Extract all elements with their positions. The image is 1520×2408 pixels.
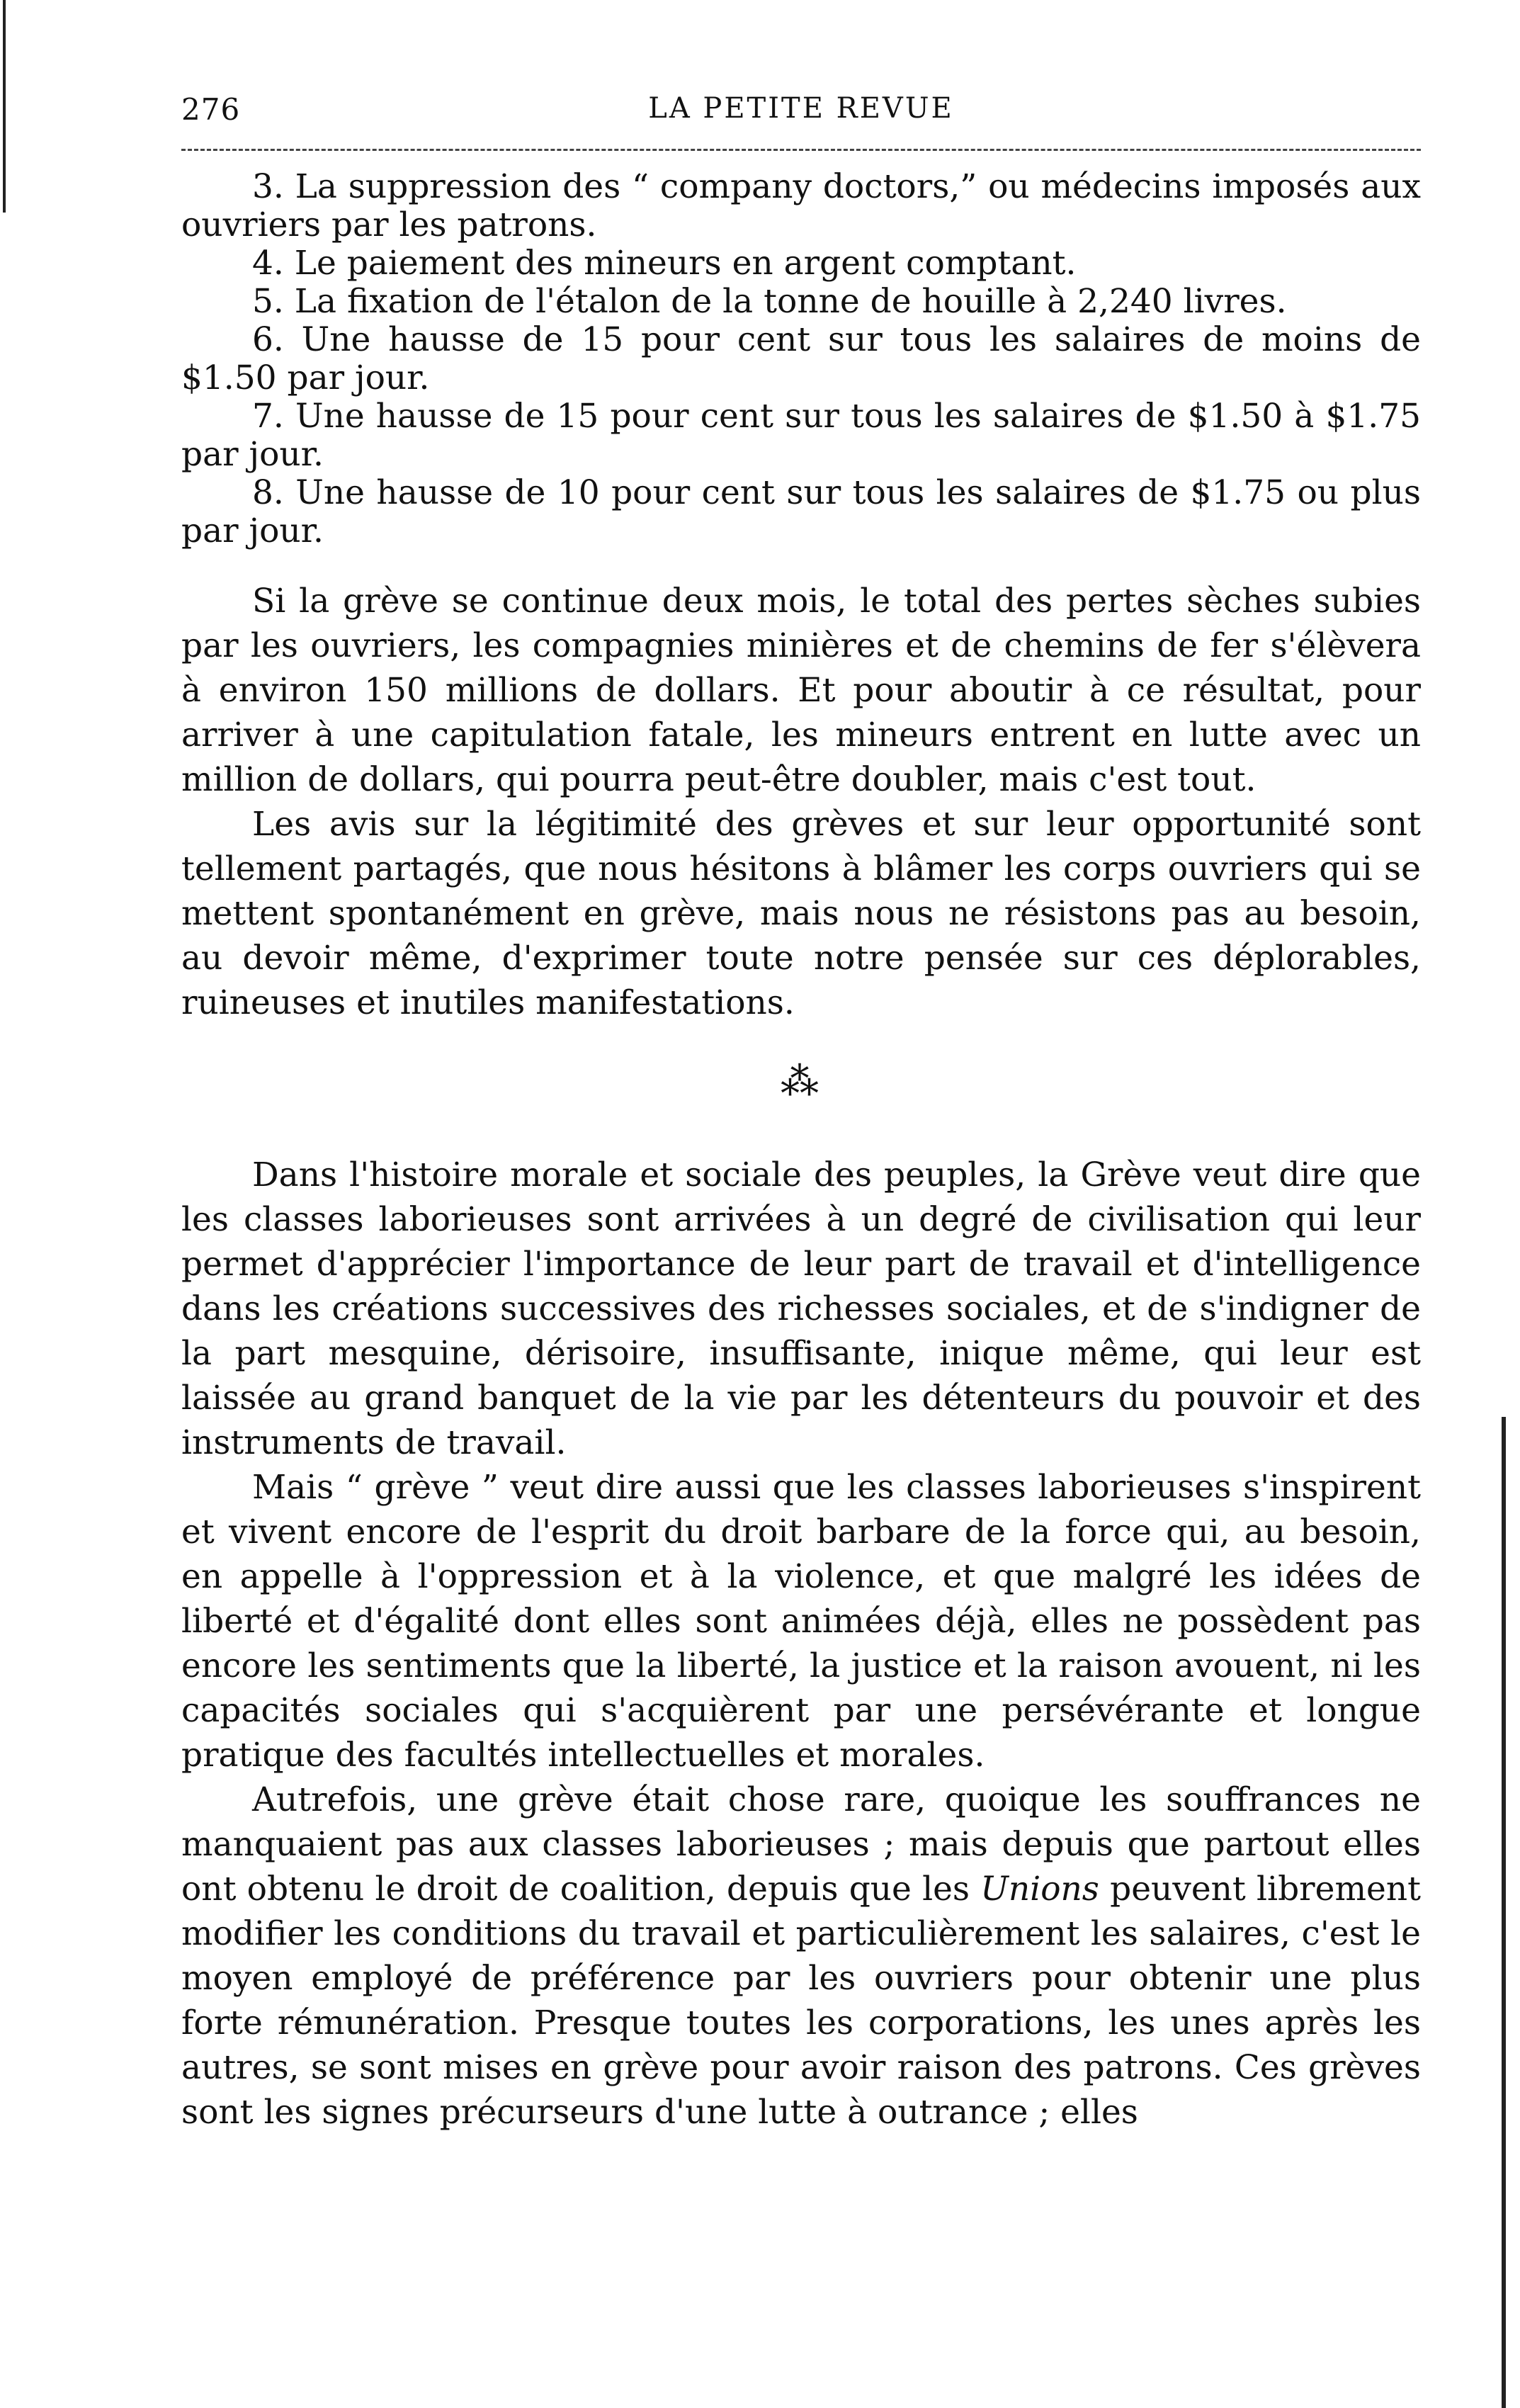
demands-list bbox=[181, 168, 1421, 550]
right-margin-rule bbox=[1502, 1417, 1506, 2408]
unions-italic: Unions bbox=[980, 1870, 1099, 1909]
list-item: 8. Une hausse de 10 pour cent sur tous les salaires de $1.75 ou plus par jour. bbox=[181, 473, 1421, 550]
paragraph: Si la grève se continue deux mois, le total des pertes sèches subies par les ouvriers, les compagnies minières et de chemins de fer s'élèvera à environ 150 millions de dollars. Et pour aboutir à ce résultat, pour arriver à une capitulation fatale, les mineurs entrent en lutte avec un million de dollars, qui pourra peut-être doubler, mais c'est tout. bbox=[181, 582, 1421, 799]
page-number: 276 bbox=[181, 92, 241, 127]
left-margin-rule bbox=[3, 0, 6, 213]
section-separator: ⁂ bbox=[781, 1059, 822, 1104]
spacer bbox=[181, 550, 1421, 579]
running-title: LA PETITE REVUE bbox=[648, 92, 954, 125]
header-rule bbox=[181, 149, 1421, 151]
list-item: 3. La suppression des “ company doctors,” ou médecins imposés aux ouvriers par les patrons. bbox=[181, 167, 1421, 244]
page bbox=[181, 85, 1421, 2135]
paragraph: Les avis sur la légitimité des grèves et sur leur opportunité sont tellement partagés, que nous hésitons à blâmer les corps ouvriers qui se mettent spontanément en grève, mais nous ne résistons pas au besoin, au devoir même, d'exprimer toute notre pensée sur ces déplorables, ruineuses et inutiles manifestations. bbox=[181, 805, 1421, 1022]
list-item: 4. Le paiement des mineurs en argent comptant. bbox=[252, 244, 1077, 283]
paragraph: Dans l'histoire morale et sociale des peuples, la Grève veut dire que les classes laborieuses sont arrivées à un degré de civilisation qui leur permet d'apprécier l'importance de leur part de travail et d'intelligence dans les créations successives des richesses sociales, et de s'indigner de la part mesquine, dérisoire, insuffisante, inique même, qui leur est laissée au grand banquet de la vie par les détenteurs du pouvoir et des instruments de travail. bbox=[181, 1155, 1421, 1462]
paragraph-text: Autrefois, une grève était chose rare, quoique les souffrances ne manquaient pas aux classes laborieuses ; mais depuis que partout elles ont obtenu le droit de coalition, depuis que les bbox=[181, 1780, 1421, 1909]
paragraph-text: peuvent librement modifier les conditions du travail et particulièrement les salaires, c'est le moyen employé de préférence par les ouvriers pour obtenir une plus forte rémunération. Presque toutes les corporations, les unes après les autres, se sont mises en grève pour avoir raison des patrons. Ces grèves sont les signes précurseurs d'une lutte à outrance ; elles bbox=[181, 1870, 1422, 2132]
paragraph-last bbox=[181, 1777, 1421, 2135]
paragraph: Mais “ grève ” veut dire aussi que les classes laborieuses s'inspirent et vivent encore de l'esprit du droit barbare de la force qui, au besoin, en appelle à l'oppression et à la violence, et que malgré les idées de liberté et d'égalité dont elles sont animées déjà, elles ne possèdent pas encore les sentiments que la liberté, la justice et la raison avouent, ni les capacités sociales qui s'acquièrent par une persévérante et longue pratique des facultés intellectuelles et morales. bbox=[181, 1468, 1421, 1775]
list-item: 7. Une hausse de 15 pour cent sur tous les salaires de $1.50 à $1.75 par jour. bbox=[181, 397, 1421, 474]
page-header bbox=[181, 85, 1421, 142]
list-item: 6. Une hausse de 15 pour cent sur tous les salaires de moins de $1.50 par jour. bbox=[181, 320, 1421, 397]
list-item: 5. La fixation de l'étalon de la tonne de houille à 2,240 livres. bbox=[252, 282, 1287, 321]
